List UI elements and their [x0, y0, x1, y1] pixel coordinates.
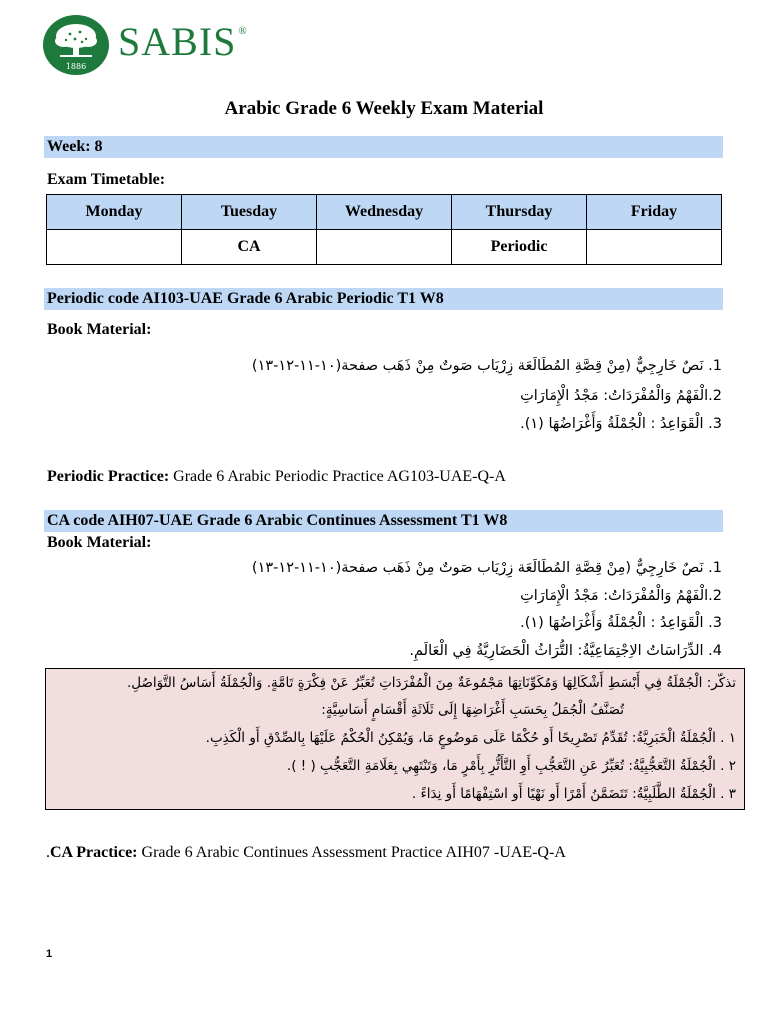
ca-book-material-label: Book Material: — [47, 534, 152, 551]
day-header: Wednesday — [317, 195, 452, 230]
document-title: Arabic Grade 6 Weekly Exam Material — [224, 98, 544, 119]
note-line: تذكّر: الْجُمْلَةُ فِي أَبْسَطِ أَشْكَالِهَا وَمُكَوِّنَاتِهَا مَجْمُوعَةٌ مِنَ الْمُفْرَدَاتِ تُعَبِّرُ عَنْ فِكْرَةٍ تَامَّةٍ. وَالْجُمْلَةُ أَسَاسُ التَّوَاصُلِ. — [126, 675, 736, 691]
ca-item: 4. الدِّرَاسَاتُ الاِجْتِمَاعِيَّةُ: التُّرَاثُ الْحَضَارِيَّةُ فِي الْعَالَمِ. — [409, 643, 722, 659]
periodic-book-material-label: Book Material: — [47, 321, 152, 338]
grammar-note-box — [45, 668, 745, 810]
periodic-code-bar: Periodic code AI103-UAE Grade 6 Arabic Periodic T1 W8 — [44, 288, 723, 310]
day-header: Monday — [47, 195, 182, 230]
day-header: Friday — [587, 195, 722, 230]
ca-item: 2.الْفَهْمُ وَالْمُفْرَدَاتُ: مَجْدُ الْإِمَارَاتِ — [520, 588, 722, 604]
timetable-cell: CA — [182, 230, 317, 265]
brand-text: SABIS — [118, 19, 237, 64]
periodic-item: 3. الْقَوَاعِدُ : الْجُمْلَةُ وَأَغْرَاضُهَا (١). — [520, 416, 722, 432]
periodic-practice-text: Grade 6 Arabic Periodic Practice AG103-UAE-Q-A — [173, 468, 506, 485]
ca-practice-prefix: . — [46, 844, 50, 861]
page-number: 1 — [46, 948, 53, 960]
ca-practice-text: Grade 6 Arabic Continues Assessment Practice AIH07 -UAE-Q-A — [141, 844, 566, 861]
tree-icon — [42, 14, 110, 76]
timetable-header-row — [47, 195, 722, 230]
registered-mark: ® — [238, 25, 248, 37]
exam-timetable-label: Exam Timetable: — [47, 171, 166, 188]
periodic-practice — [47, 468, 506, 486]
note-line: ٢ . الْجُمْلَةُ التَّعَجُّبِيَّةُ: تُعَبِّرُ عَنِ التَّعَجُّبِ أَوِ التَّأَثُّرِ بِأَمْرٍ مَا، وَتَنْتَهِي بِعَلَامَةِ التَّعَجُّبِ ( ! ). — [286, 758, 736, 774]
periodic-item: 1. نَصٌ خَارِجِيٌّ (مِنْ قِصَّةِ المُطَالَعَة زِرْيَاب صَوتٌ مِنْ ذَهَب صفحة(١٠-١١-١٢-١٣) — [251, 358, 722, 374]
note-line: ١ . الْجُمْلَةُ الْخَبَرِيَّةُ: تُقَدِّمُ تَصْرِيحًا أَو حُكْمًا عَلَى مَوضُوعٍ مَا، وَيُمْكِنُ الْحُكْمُ عَلَيْهَا بِالصِّدْقِ أَو الْكَذِبِ. — [205, 730, 736, 746]
timetable-cell — [587, 230, 722, 265]
ca-practice — [46, 844, 566, 862]
ca-item: 3. الْقَوَاعِدُ : الْجُمْلَةُ وَأَغْرَاضُهَا (١). — [520, 615, 722, 631]
ca-item: 1. نَصٌ خَارِجِيٌّ (مِنْ قِصَّةِ المُطَالَعَة زِرْيَاب صَوتٌ مِنْ ذَهَب صفحة(١٠-١١-١٢-١٣) — [251, 560, 722, 576]
brand-name — [118, 19, 248, 64]
ca-practice-label: CA Practice: — [50, 844, 138, 861]
day-header: Thursday — [452, 195, 587, 230]
ca-code-bar: CA code AIH07-UAE Grade 6 Arabic Continues Assessment T1 W8 — [44, 510, 723, 532]
periodic-practice-label: Periodic Practice: — [47, 468, 170, 485]
timetable-cell — [317, 230, 452, 265]
timetable-row — [47, 230, 722, 265]
day-header: Tuesday — [182, 195, 317, 230]
note-line: تُصَنَّفُ الْجُمَلُ بِحَسَبِ أَغْرَاضِهَا إِلَى ثَلَاثَةِ أَقْسَامٍ أَسَاسِيَّةٍ: — [321, 702, 624, 718]
timetable-cell: Periodic — [452, 230, 587, 265]
periodic-item: 2.الْفَهْمُ وَالْمُفْرَدَاتُ: مَجْدُ الْإِمَارَاتِ — [520, 388, 722, 404]
seal-year: 1886 — [65, 62, 87, 71]
note-line: ٣ . الْجُمْلَةُ الطَّلَبِيَّةُ: تَتَضَمَّنُ أَمْرًا أَو نَهْيًا أَو اسْتِفْهَامًا أَو نِدَاءً . — [411, 786, 736, 802]
week-bar: Week: 8 — [44, 136, 723, 158]
sabis-tree-logo — [42, 14, 110, 76]
timetable-cell — [47, 230, 182, 265]
exam-timetable — [46, 194, 722, 265]
